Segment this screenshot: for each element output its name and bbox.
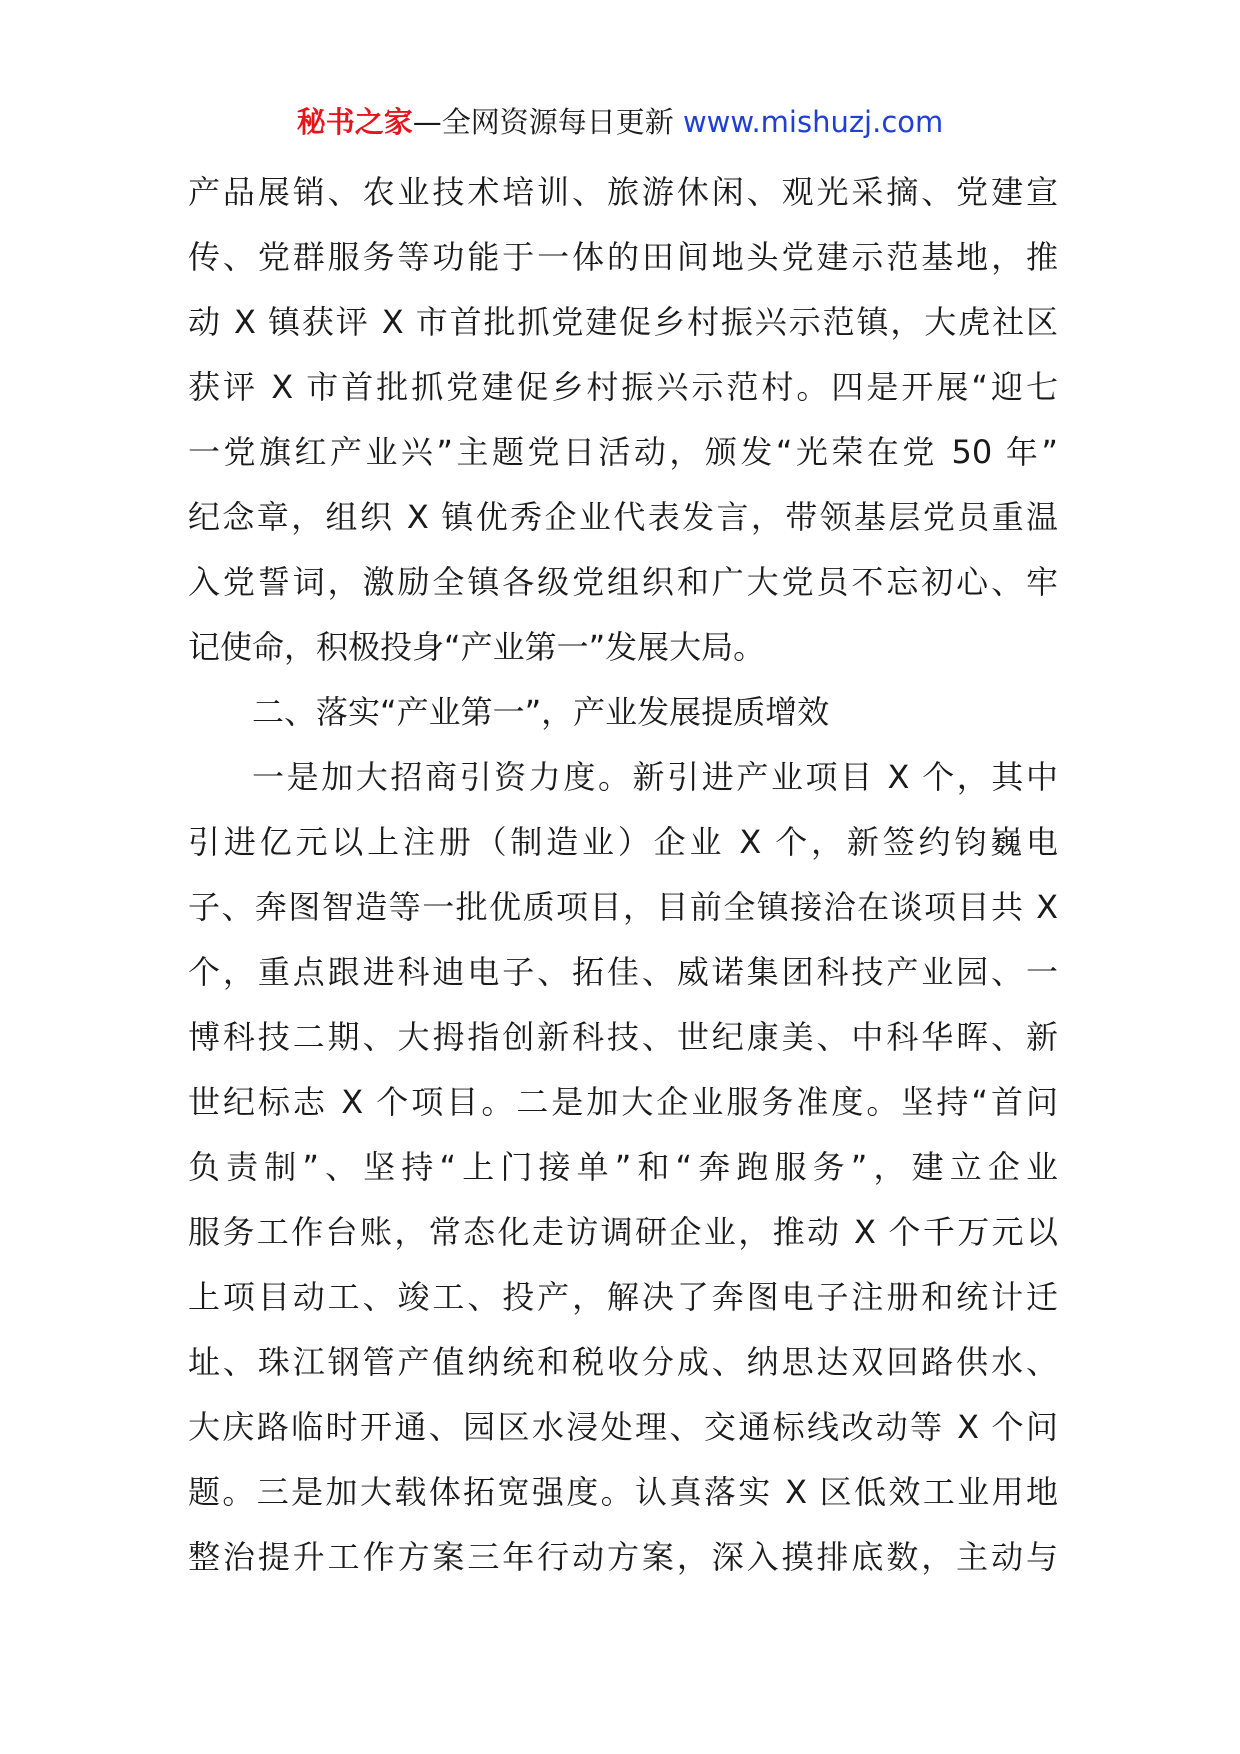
body-line: 入党誓词，激励全镇各级党组织和广大党员不忘初心、牢 (188, 563, 1058, 601)
body-line: 服务工作台账，常态化走访调研企业，推动 X 个千万元以 (188, 1213, 1058, 1251)
body-line: 个，重点跟进科迪电子、拓佳、威诺集团科技产业园、一 (188, 953, 1058, 991)
body-line: 记使命，积极投身“产业第一”发展大局。 (188, 628, 766, 666)
body-line: 博科技二期、大拇指创新科技、世纪康美、中科华晖、新 (188, 1018, 1058, 1056)
body-line: 题。三是加大载体拓宽强度。认真落实 X 区低效工业用地 (188, 1473, 1058, 1511)
body-line: 获评 X 市首批抓党建促乡村振兴示范村。四是开展“迎七 (188, 368, 1058, 406)
body-line: 一是加大招商引资力度。新引进产业项目 X 个，其中 (252, 758, 1058, 796)
body-line: 一党旗红产业兴”主题党日活动，颁发“光荣在党 50 年” (188, 433, 1058, 471)
body-line: 产品展销、农业技术培训、旅游休闲、观光采摘、党建宣 (188, 173, 1058, 211)
section-heading: 二、落实“产业第一”，产业发展提质增效 (252, 693, 830, 731)
body-line: 引进亿元以上注册（制造业）企业 X 个，新签约钧巍电 (188, 823, 1058, 861)
body-line: 传、党群服务等功能于一体的田间地头党建示范基地，推 (188, 238, 1058, 276)
brand-name: 秘书之家 (296, 105, 413, 139)
body-line: 整治提升工作方案三年行动方案，深入摸排底数，主动与 (188, 1538, 1058, 1576)
body-line: 上项目动工、竣工、投产，解决了奔图电子注册和统计迁 (188, 1278, 1058, 1316)
header-url-link[interactable]: www.mishuzj.com (682, 105, 944, 139)
body-line: 大庆路临时开通、园区水浸处理、交通标线改动等 X 个问 (188, 1408, 1058, 1446)
document-body (188, 160, 1058, 1590)
page-header (0, 102, 1240, 142)
body-line: 动 X 镇获评 X 市首批抓党建促乡村振兴示范镇，大虎社区 (188, 303, 1058, 341)
body-line: 纪念章，组织 X 镇优秀企业代表发言，带领基层党员重温 (188, 498, 1058, 536)
body-line: 世纪标志 X 个项目。二是加大企业服务准度。坚持“首问 (188, 1083, 1058, 1121)
body-line: 址、珠江钢管产值纳统和税收分成、纳思达双回路供水、 (188, 1343, 1058, 1381)
body-line: 子、奔图智造等一批优质项目，目前全镇接洽在谈项目共 X (188, 888, 1058, 926)
body-line: 负责制”、坚持“上门接单”和“奔跑服务”，建立企业 (188, 1148, 1058, 1186)
header-slogan: —全网资源每日更新 (412, 105, 674, 139)
